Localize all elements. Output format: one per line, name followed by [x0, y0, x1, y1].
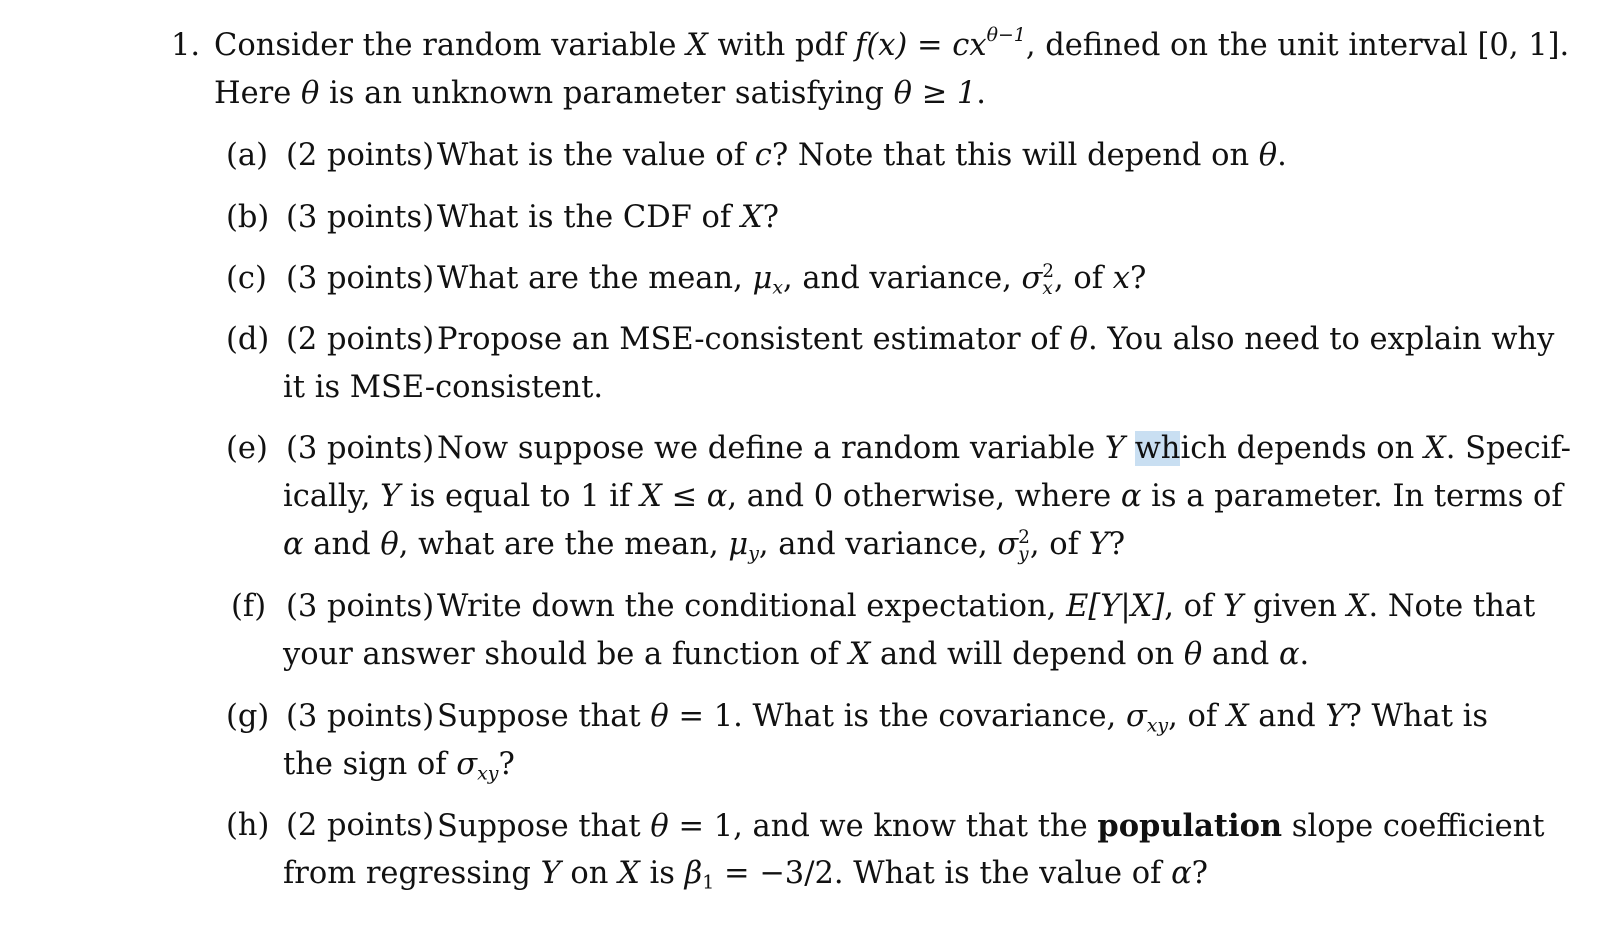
- part-e-points: (3 points): [286, 431, 435, 466]
- part-a-label: (a): [226, 138, 268, 173]
- part-e-label: (e): [226, 431, 268, 466]
- part-f-label: (f): [231, 589, 267, 624]
- intro-line-2: Here θ is an unknown parameter satisfying θ ≥ 1.: [214, 76, 986, 111]
- part-c-text: What are the mean, $\mu_x$, and variance, σ 2 x , of x?: [437, 261, 1147, 300]
- part-c-label: (c): [226, 261, 267, 296]
- part-h-label: (h): [226, 808, 270, 843]
- part-d-line-1: Propose an MSE-consistent estimator of θ. You also need to explain why: [437, 322, 1555, 357]
- part-a-text: What is the value of c? Note that this will depend on θ.: [437, 138, 1287, 173]
- part-g-label: (g): [226, 699, 270, 734]
- problem-number: 1.: [171, 28, 201, 63]
- part-h-line-1: Suppose that θ = 1, and we know that the population slope coefficient: [437, 808, 1545, 844]
- part-f-line-2: your answer should be a function of X and will depend on θ and α.: [283, 637, 1310, 672]
- part-d-label: (d): [226, 322, 270, 357]
- part-b-points: (3 points): [286, 200, 435, 235]
- part-d-points: (2 points): [286, 322, 435, 357]
- part-h-points: (2 points): [286, 808, 435, 843]
- part-e-line-2: ically, Y is equal to 1 if X ≤ α, and 0 otherwise, where α is a parameter. In terms of: [283, 479, 1563, 514]
- intro-line-1: Consider the random variable X with pdf $f(x) = cx^{\theta-1}$, defined on the unit interval [0, 1].: [214, 23, 1570, 63]
- part-f-line-1: Write down the conditional expectation, E[Y|X], of Y given X. Note that: [437, 589, 1536, 624]
- part-g-line-1: Suppose that θ = 1. What is the covariance, $\sigma_{xy}$, of X and Y? What is: [437, 699, 1489, 737]
- part-b-text: What is the CDF of X?: [437, 200, 779, 235]
- part-e-line-1: Now suppose we define a random variable Y which depends on X. Specif-: [437, 431, 1571, 466]
- part-b-label: (b): [226, 200, 270, 235]
- part-h-line-2: from regressing Y on X is $\beta_1 = -3/2$. What is the value of α?: [283, 856, 1209, 894]
- part-a-points: (2 points): [286, 138, 435, 173]
- part-g-line-2: the sign of $\sigma_{xy}$?: [283, 747, 515, 785]
- text-selection-highlight: wh: [1134, 431, 1181, 466]
- part-f-points: (3 points): [286, 589, 435, 624]
- part-e-line-3: α and θ, what are the mean, $\mu_y$, and variance, σ 2 y , of Y?: [283, 527, 1126, 566]
- part-c-points: (3 points): [286, 261, 435, 296]
- part-g-points: (3 points): [286, 699, 435, 734]
- part-d-line-2: it is MSE-consistent.: [283, 370, 604, 405]
